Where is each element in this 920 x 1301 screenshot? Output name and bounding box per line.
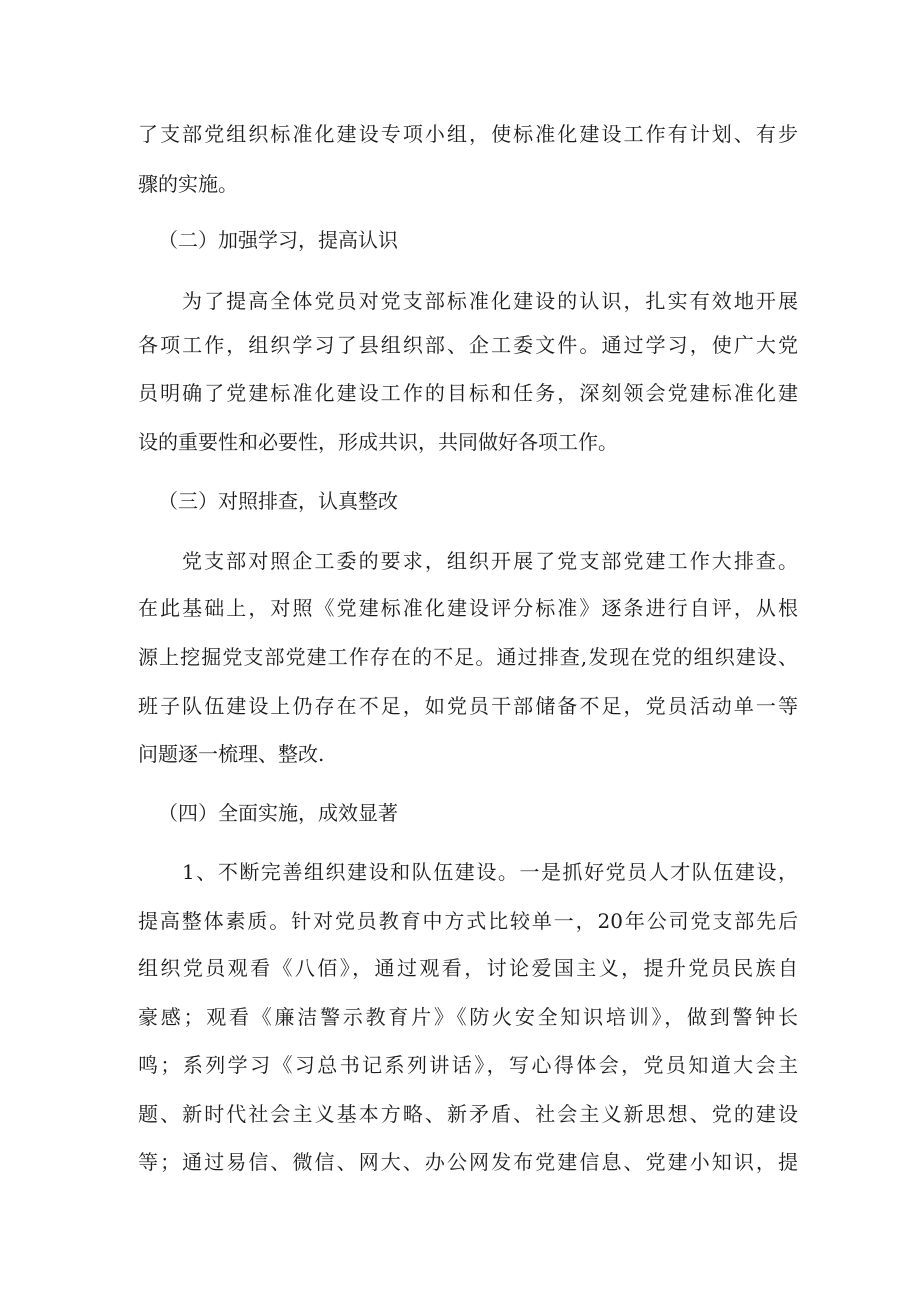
text-line: 了支部党组织标准化建设专项小组，使标准化建设工作有计划、有步: [138, 122, 798, 146]
text-line: 豪感；观看《廉洁警示教育片》《防火安全知识培训》，做到警钟长: [138, 1005, 798, 1029]
text-line: 组织党员观看《八佰》，通过观看，讨论爱国主义，提升党员民族自: [138, 956, 798, 980]
paragraph-first-line: 1、不断完善组织建设和队伍建设。一是抓好党员人才队伍建设，: [182, 860, 798, 884]
text-line: 题、新时代社会主义基本方略、新矛盾、社会主义新思想、党的建设: [138, 1102, 798, 1126]
text-line: 班子队伍建设上仍存在不足，如党员干部储备不足，党员活动单一等: [138, 694, 798, 718]
paragraph-first-line: 党支部对照企工委的要求，组织开展了党支部党建工作大排查。: [182, 549, 798, 573]
section-heading: （二）加强学习，提高认识: [158, 228, 398, 252]
text-line: 等；通过易信、微信、网大、办公网发布党建信息、党建小知识，提: [138, 1150, 798, 1174]
text-line: 各项工作，组织学习了县组织部、企工委文件。通过学习，使广大党: [138, 333, 798, 357]
section-heading: （四）全面实施，成效显著: [158, 801, 398, 825]
section-heading: （三）对照排查，认真整改: [158, 489, 398, 513]
text-line: 在此基础上，对照《党建标准化建设评分标准》逐条进行自评，从根: [138, 596, 798, 620]
text-line: 鸣；系列学习《习总书记系列讲话》，写心得体会，党员知道大会主: [138, 1053, 798, 1077]
text-line: 提高整体素质。针对党员教育中方式比较单一，20年公司党支部先后: [138, 909, 798, 933]
text-line: 源上挖掘党支部党建工作存在的不足。通过排查,发现在党的组织建设、: [138, 645, 798, 669]
text-line: 设的重要性和必要性，形成共识，共同做好各项工作。: [138, 430, 618, 454]
text-line: 问题逐一梳理、整改.: [138, 742, 325, 766]
text-line: 骤的实施。: [138, 172, 238, 196]
paragraph-first-line: 为了提高全体党员对党支部标准化建设的认识，扎实有效地开展: [182, 289, 798, 313]
text-line: 员明确了党建标准化建设工作的目标和任务，深刻领会党建标准化建: [138, 381, 798, 405]
